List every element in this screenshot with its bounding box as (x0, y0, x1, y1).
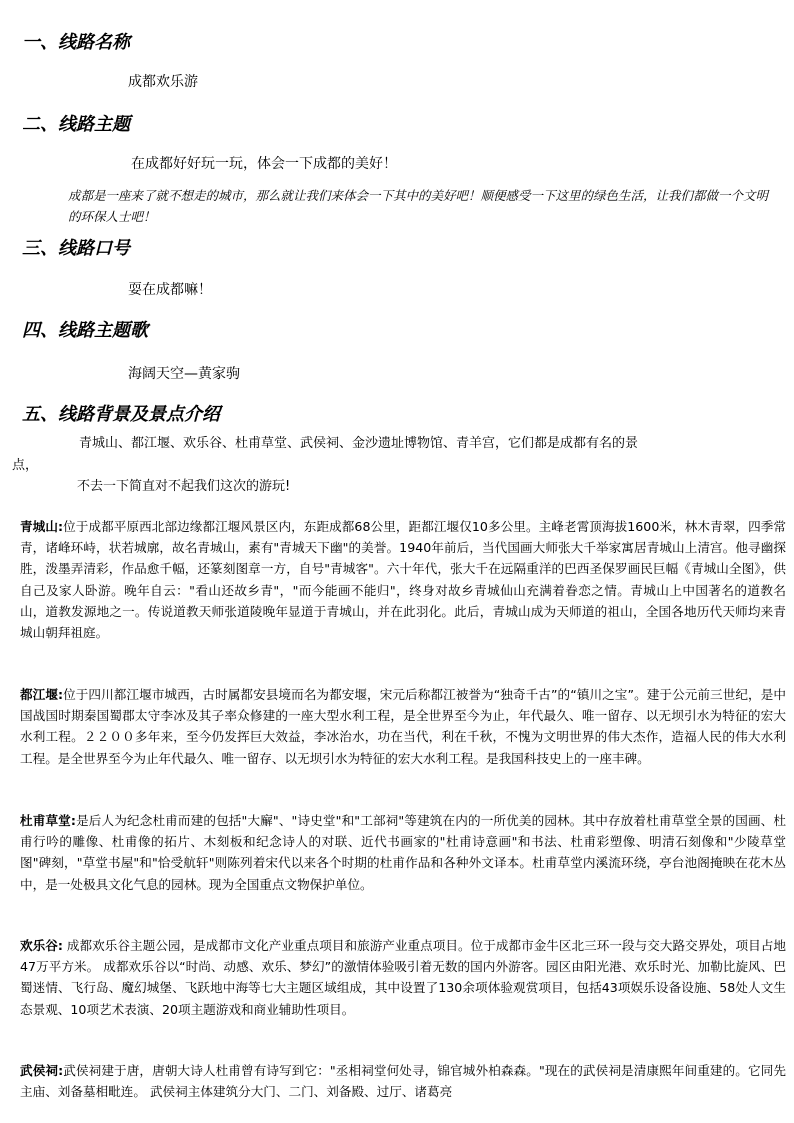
attraction-dujiangyan (20, 684, 786, 769)
heading-route-theme: 二、线路主题 (22, 114, 130, 135)
intro-line-2: 点， (12, 458, 39, 473)
attraction-wuhou-shrine (20, 1060, 786, 1102)
heading-route-slogan: 三、线路口号 (22, 238, 130, 259)
attraction-qingchengshan (20, 516, 786, 643)
attraction-text: 位于成都平原西北部边缘都江堰风景区内，东距成都68公里，距都江堰仅10多公里。主峰老霄顶海拔1600米，林木青翠，四季常青，诸峰环峙，状若城廓，故名青城山，素有"青城天下幽"的美誉。1940年前后，当代国画大师张大千举家寓居青城山上清宫。他寻幽探胜，泼墨弄清彩，作品愈千幅，还篆刻图章一方，自号"青城客"。六十年代，张大千在远隔重洋的巴西圣保罗画民巨幅《青城山全图》，供自己及家人卧游。晚年自云："看山还故乡青"，"而今能画不能归"，终身对故乡青城仙山充满着眷恋之情。青城山上中国著名的道教名山，道教发源地之一。传说道教天师张道陵晚年显道于青城山，并在此羽化。此后，青城山成为天师道的祖山，全国各地历代天师均来青城山朝拜祖庭。 (20, 519, 786, 641)
attraction-text: 是后人为纪念杜甫而建的包括"大廨"、"诗史堂"和"工部祠"等建筑在内的一所优美的园林。其中存放着杜甫草堂全景的国画、杜甫行吟的雕像、杜甫像的拓片、木刻板和纪念诗人的对联、近代书画家的"杜甫诗意画"和书法、杜甫彩塑像、明清石刻像和"少陵草堂图"碑刻，"草堂书屋"和"恰受航轩"则陈列着宋代以来各个时期的杜甫作品和各种外文译本。杜甫草堂内溪流环绕，亭台池阁掩映在花木丛中，是一处极具文化气息的园林。现为全国重点文物保护单位。 (20, 813, 786, 892)
heading-route-song: 四、线路主题歌 (22, 320, 148, 341)
attraction-name: 杜甫草堂: (20, 813, 76, 828)
route-song-value: 海阔天空—黄家驹 (128, 366, 240, 382)
attraction-name: 欢乐谷: (20, 938, 63, 953)
intro-line-1: 青城山、都江堰、欢乐谷、杜甫草堂、武侯祠、金沙遗址博物馆、青羊宫，它们都是成都有名的景 (79, 436, 639, 451)
attraction-name: 都江堰: (20, 687, 64, 702)
attraction-happy-valley (20, 935, 786, 1020)
heading-background: 五、线路背景及景点介绍 (22, 404, 220, 425)
attraction-text: 成都欢乐谷主题公园，是成都市文化产业重点项目和旅游产业重点项目。位于成都市金牛区北三环一段与交大路交界处，项目占地47万平方米。 成都欢乐谷以“时尚、动感、欢乐、梦幻”的激情体验吸引着无数的国内外游客。园区由阳光港、欢乐时光、加勒比旋风、巴蜀迷情、飞行岛、魔幻城堡、飞跃地中海等七大主题区域组成，其中设置了130余项体验观赏项目，包括43项娱乐设备设施、58处人文生态景观、10项艺术表演、20项主题游戏和商业辅助性项目。 (20, 938, 786, 1017)
route-name-value: 成都欢乐游 (128, 74, 198, 90)
attraction-name: 武侯祠: (20, 1063, 64, 1078)
attraction-name: 青城山: (20, 519, 64, 534)
route-slogan-value: 耍在成都嘛！ (128, 282, 212, 298)
attraction-text: 位于四川都江堰市城西，古时属都安县境而名为都安堰，宋元后称都江被誉为“独奇千古”的“镇川之宝”。建于公元前三世纪，是中国战国时期秦国蜀郡太守李冰及其子率众修建的一座大型水利工程，是全世界至今为止，年代最久、唯一留存、以无坝引水为特征的宏大水利工程。２２００多年来，至今仍发挥巨大效益，李冰治水，功在当代，利在千秋，不愧为文明世界的伟大杰作，造福人民的伟大水利工程。是全世界至今为止年代最久、唯一留存、以无坝引水为特征的宏大水利工程。是我国科技史上的一座丰碑。 (20, 687, 786, 766)
intro-line-3: 不去一下简直对不起我们这次的游玩! (77, 479, 291, 494)
attraction-dufu-thatched-cottage (20, 810, 786, 895)
heading-route-name: 一、线路名称 (22, 32, 130, 53)
attraction-text: 武侯祠建于唐，唐朝大诗人杜甫曾有诗写到它："丞相祠堂何处寻，锦官城外柏森森。"现在的武侯祠是清康熙年间重建的。它同先主庙、刘备墓相毗连。 武侯祠主体建筑分大门、二门、刘备殿、过厅、诸葛亮 (20, 1063, 786, 1100)
route-theme-value: 在成都好好玩一玩，体会一下成都的美好！ (131, 156, 397, 172)
route-theme-note: 成都是一座来了就不想走的城市，那么就让我们来体会一下其中的美好吧！顺便感受一下这里的绿色生活，让我们都做一个文明的环保人士吧！ (68, 188, 769, 224)
